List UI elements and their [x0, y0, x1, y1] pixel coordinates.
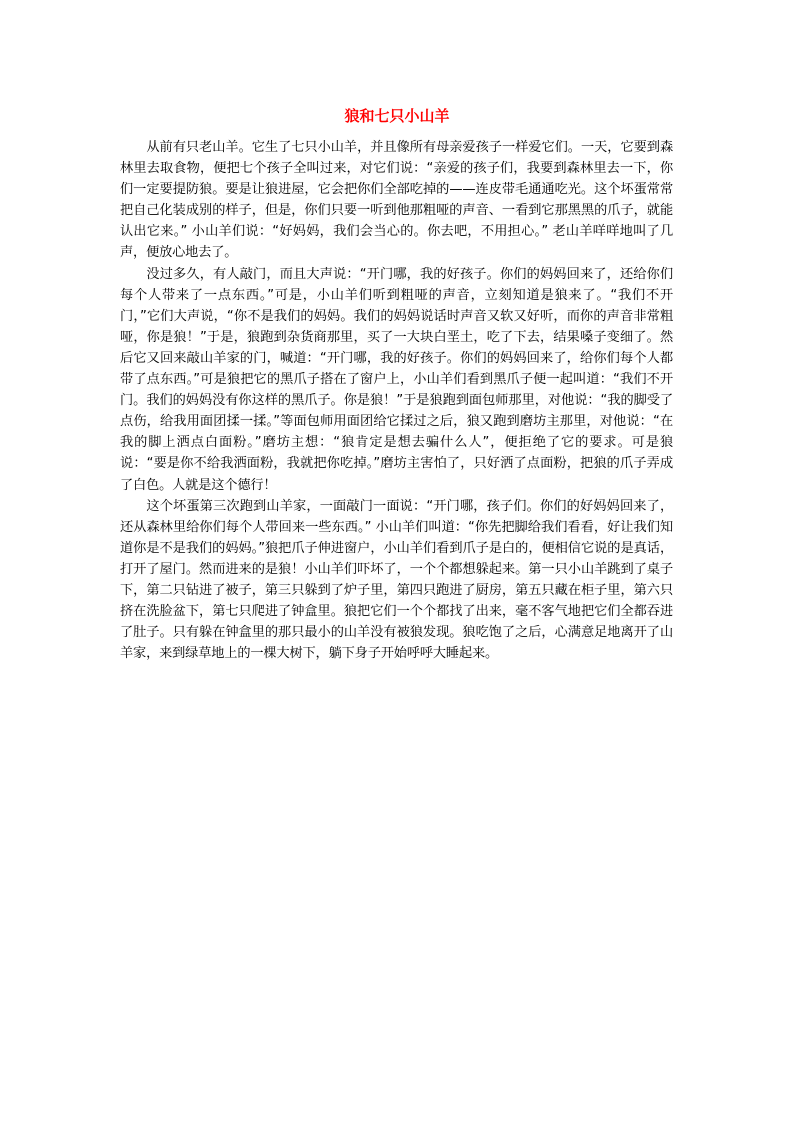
paragraph-3: 这个坏蛋第三次跑到山羊家，一面敲门一面说：“开门哪，孩子们。你们的好妈妈回来了，还从森林里给你们每个人带回来一些东西。” 小山羊们叫道：“你先把脚给我们看看，好让我们知道你是不是我们的妈妈。”狼把爪子伸进窗户，小山羊们看到爪子是白的，便相信它说的是真话，打开了屋门。然而进来的是狼！小山羊们吓坏了，一个个都想躲起来。第一只小山羊跳到了桌子下，第二只钻进了被子，第三只躲到了炉子里，第四只跑进了厨房，第五只藏在柜子里，第六只挤在洗脸盆下，第七只爬进了钟盒里。狼把它们一个个都找了出来，毫不客气地把它们全都吞进了肚子。只有躲在钟盒里的那只最小的山羊没有被狼发现。狼吃饱了之后，心满意足地离开了山羊家，来到绿草地上的一棵大树下，躺下身子开始呼呼大睡起来。	[120, 498, 673, 662]
document-body	[120, 137, 673, 664]
paragraph-1: 从前有只老山羊。它生了七只小山羊，并且像所有母亲爱孩子一样爱它们。一天，它要到森林里去取食物，便把七个孩子全叫过来，对它们说：“亲爱的孩子们，我要到森林里去一下，你们一定要提防狼。要是让狼进屋，它会把你们全部吃掉的——连皮带毛通通吃光。这个坏蛋常常把自己化装成别的样子，但是，你们只要一听到他那粗哑的声音、一看到它那黑黑的爪子，就能认出它来。” 小山羊们说：“好妈妈，我们会当心的。你去吧，不用担心。” 老山羊咩咩地叫了几声，便放心地去了。	[120, 140, 673, 261]
paragraph-2: 没过多久，有人敲门，而且大声说：“开门哪，我的好孩子。你们的妈妈回来了，还给你们每个人带来了一点东西。”可是，小山羊们听到粗哑的声音，立刻知道是狼来了。“我们不开门，”它们大声说，“你不是我们的妈妈。我们的妈妈说话时声音又软又好听，而你的声音非常粗哑，你是狼！”于是，狼跑到杂货商那里，买了一大块白垩土，吃了下去，结果嗓子变细了。然后它又回来敲山羊家的门，喊道：“开门哪，我的好孩子。你们的妈妈回来了，给你们每个人都带了点东西。”可是狼把它的黑爪子搭在了窗户上，小山羊们看到黑爪子便一起叫道：“我们不开门。我们的妈妈没有你这样的黑爪子。你是狼！”于是狼跑到面包师那里，对他说：“我的脚受了点伤，给我用面团揉一揉。”等面包师用面团给它揉过之后，狼又跑到磨坊主那里，对他说：“在我的脚上洒点白面粉。”磨坊主想：“狼肯定是想去骗什么人”，便拒绝了它的要求。可是狼说：“要是你不给我洒面粉，我就把你吃掉。”磨坊主害怕了，只好洒了点面粉，把狼的爪子弄成了白色。人就是这个德行！	[120, 266, 673, 493]
document-title: 狼和七只小山羊	[344, 107, 450, 125]
